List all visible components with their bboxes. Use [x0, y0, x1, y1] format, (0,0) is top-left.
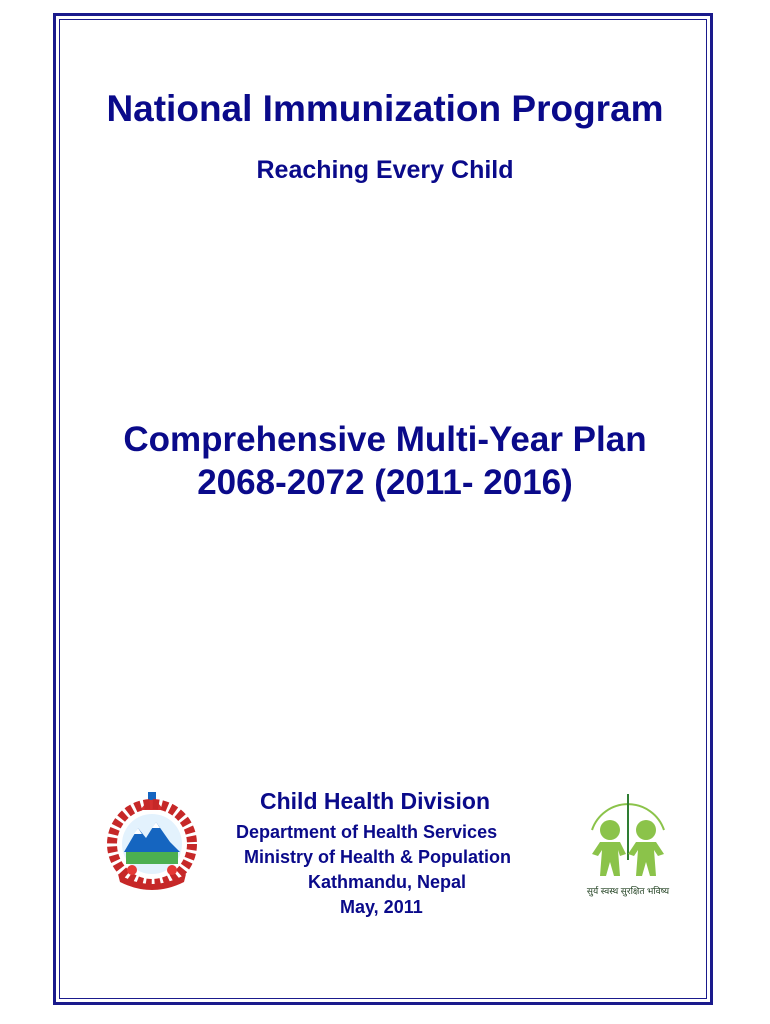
- address-line: Kathmandu, Nepal: [308, 872, 467, 892]
- address-block: [236, 820, 511, 920]
- address-line: Department of Health Services: [236, 822, 498, 842]
- logo-tagline: सुर्य स्वस्थ सुरक्षित भविष्य: [586, 886, 670, 896]
- division-name: Child Health Division: [260, 788, 491, 814]
- plan-title-line1: Comprehensive Multi-Year Plan: [123, 420, 647, 459]
- document-title: National Immunization Program: [106, 88, 664, 129]
- plan-title: [0, 418, 770, 504]
- plan-title-line2: 2068-2072 (2011- 2016): [197, 463, 573, 502]
- nepal-emblem-icon: [104, 790, 200, 894]
- address-line: Ministry of Health & Population: [244, 847, 512, 867]
- document-subtitle: Reaching Every Child: [256, 156, 514, 184]
- date-line: May, 2011: [340, 897, 423, 917]
